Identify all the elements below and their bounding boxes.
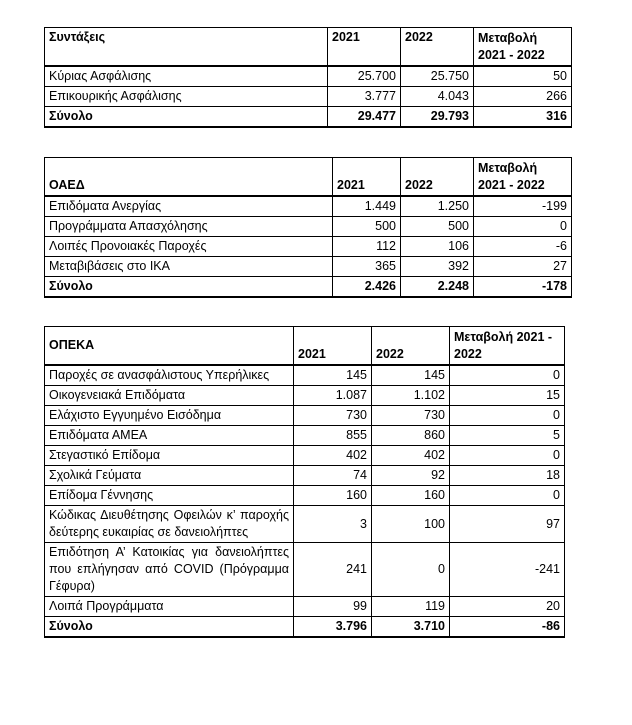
- total-change: -86: [450, 617, 565, 638]
- header-change: Μεταβολή 2021 - 2022: [474, 158, 572, 197]
- value-2021: 730: [294, 406, 372, 426]
- header-2021: 2021: [294, 327, 372, 366]
- total-2021: 2.426: [333, 277, 401, 298]
- value-change: 97: [450, 506, 565, 543]
- value-2021: 160: [294, 486, 372, 506]
- value-2021: 25.700: [328, 66, 401, 87]
- total-change: 316: [474, 107, 572, 128]
- value-2022: 730: [372, 406, 450, 426]
- table-row: [45, 365, 565, 386]
- value-change: 0: [450, 365, 565, 386]
- row-label: Οικογενειακά Επιδόματα: [45, 386, 294, 406]
- value-2022: 100: [372, 506, 450, 543]
- value-2022: 25.750: [401, 66, 474, 87]
- table-row: [45, 87, 572, 107]
- total-row: [45, 617, 565, 638]
- value-2022: 1.102: [372, 386, 450, 406]
- value-change: -199: [474, 196, 572, 217]
- value-2021: 1.087: [294, 386, 372, 406]
- row-label: Λοιπά Προγράμματα: [45, 597, 294, 617]
- value-2022: 392: [401, 257, 474, 277]
- table-row: [45, 217, 572, 237]
- row-label: Κύριας Ασφάλισης: [45, 66, 328, 87]
- value-change: 0: [450, 446, 565, 466]
- table-header-row: [45, 158, 572, 197]
- table-row: [45, 506, 565, 543]
- value-2021: 855: [294, 426, 372, 446]
- header-2021: 2021: [328, 28, 401, 67]
- row-label: Επιδόματα Ανεργίας: [45, 196, 333, 217]
- value-2021: 145: [294, 365, 372, 386]
- row-label: Κώδικας Διευθέτησης Οφειλών κ’ παροχής δεύτερης ευκαιρίας σε δανειολήπτες: [45, 506, 294, 543]
- total-row: [45, 107, 572, 128]
- header-category: ΟΠΕΚΑ: [45, 327, 294, 366]
- row-label: Ελάχιστο Εγγυημένο Εισόδημα: [45, 406, 294, 426]
- value-change: 27: [474, 257, 572, 277]
- value-change: 18: [450, 466, 565, 486]
- value-2022: 500: [401, 217, 474, 237]
- total-change: -178: [474, 277, 572, 298]
- value-2021: 74: [294, 466, 372, 486]
- row-label: Παροχές σε ανασφάλιστους Υπερήλικες: [45, 365, 294, 386]
- value-2022: 106: [401, 237, 474, 257]
- row-label: Επικουρικής Ασφάλισης: [45, 87, 328, 107]
- value-change: 15: [450, 386, 565, 406]
- value-change: 266: [474, 87, 572, 107]
- value-2022: 145: [372, 365, 450, 386]
- total-label: Σύνολο: [45, 107, 328, 128]
- header-2022: 2022: [401, 28, 474, 67]
- header-category: Συντάξεις: [45, 28, 328, 67]
- table-row: [45, 597, 565, 617]
- value-change: 50: [474, 66, 572, 87]
- total-row: [45, 277, 572, 298]
- value-change: 0: [450, 486, 565, 506]
- table-row: [45, 237, 572, 257]
- table-row: [45, 386, 565, 406]
- value-change: -241: [450, 543, 565, 597]
- row-label: Επιδόματα ΑΜΕΑ: [45, 426, 294, 446]
- header-change: Μεταβολή 2021 - 2022: [474, 28, 572, 67]
- total-2022: 3.710: [372, 617, 450, 638]
- value-2021: 1.449: [333, 196, 401, 217]
- total-2022: 29.793: [401, 107, 474, 128]
- row-label: Στεγαστικό Επίδομα: [45, 446, 294, 466]
- opeka-table: [44, 326, 565, 638]
- value-change: 20: [450, 597, 565, 617]
- value-2022: 1.250: [401, 196, 474, 217]
- header-category: ΟΑΕΔ: [45, 158, 333, 197]
- header-2022: 2022: [372, 327, 450, 366]
- table-row: [45, 196, 572, 217]
- header-2021: 2021: [333, 158, 401, 197]
- value-2021: 402: [294, 446, 372, 466]
- total-2022: 2.248: [401, 277, 474, 298]
- table-header-row: [45, 28, 572, 67]
- row-label: Μεταβιβάσεις στο ΙΚΑ: [45, 257, 333, 277]
- table-header-row: [45, 327, 565, 366]
- total-label: Σύνολο: [45, 617, 294, 638]
- value-2021: 500: [333, 217, 401, 237]
- pensions-table: [44, 27, 572, 128]
- header-2022: 2022: [401, 158, 474, 197]
- table-row: [45, 66, 572, 87]
- value-2021: 3: [294, 506, 372, 543]
- total-label: Σύνολο: [45, 277, 333, 298]
- value-2021: 241: [294, 543, 372, 597]
- table-row: [45, 486, 565, 506]
- value-2021: 112: [333, 237, 401, 257]
- total-2021: 29.477: [328, 107, 401, 128]
- table-row: [45, 406, 565, 426]
- value-2022: 119: [372, 597, 450, 617]
- value-change: 5: [450, 426, 565, 446]
- value-2021: 365: [333, 257, 401, 277]
- value-change: -6: [474, 237, 572, 257]
- table-row: [45, 257, 572, 277]
- table-row: [45, 426, 565, 446]
- table-row: [45, 446, 565, 466]
- total-2021: 3.796: [294, 617, 372, 638]
- table-row: [45, 466, 565, 486]
- value-change: 0: [450, 406, 565, 426]
- row-label: Λοιπές Προνοιακές Παροχές: [45, 237, 333, 257]
- row-label: Σχολικά Γεύματα: [45, 466, 294, 486]
- value-2022: 160: [372, 486, 450, 506]
- value-2022: 92: [372, 466, 450, 486]
- value-change: 0: [474, 217, 572, 237]
- oaed-table: [44, 157, 572, 298]
- value-2022: 4.043: [401, 87, 474, 107]
- value-2022: 0: [372, 543, 450, 597]
- table-row: [45, 543, 565, 597]
- value-2021: 3.777: [328, 87, 401, 107]
- header-change: Μεταβολή 2021 - 2022: [450, 327, 565, 366]
- row-label: Επιδότηση Α’ Κατοικίας για δανειολήπτες που επλήγησαν από COVID (Πρόγραμμα Γέφυρα): [45, 543, 294, 597]
- row-label: Προγράμματα Απασχόλησης: [45, 217, 333, 237]
- value-2022: 402: [372, 446, 450, 466]
- value-2022: 860: [372, 426, 450, 446]
- row-label: Επίδομα Γέννησης: [45, 486, 294, 506]
- value-2021: 99: [294, 597, 372, 617]
